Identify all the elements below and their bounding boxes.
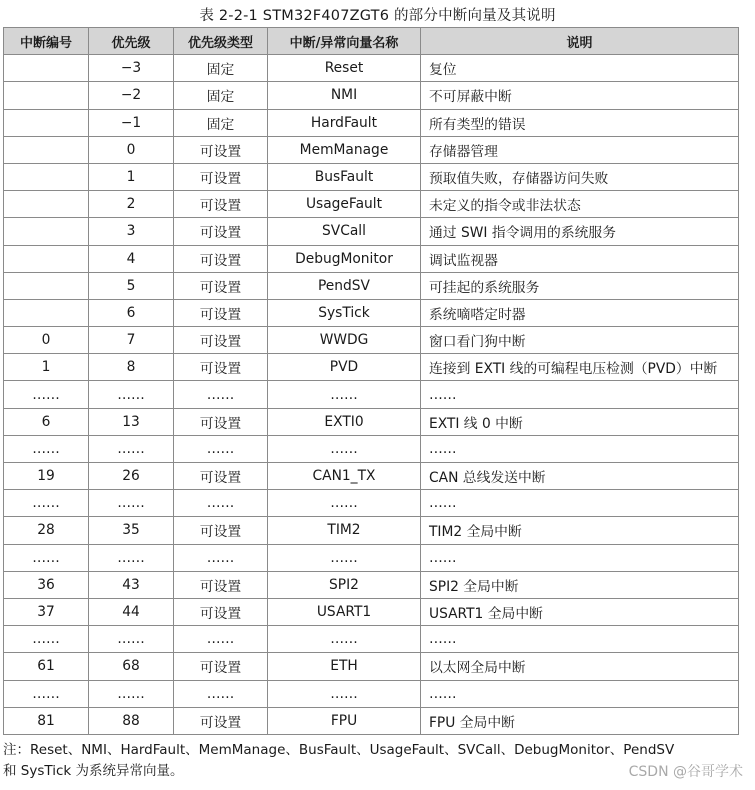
cell-description: …… bbox=[421, 381, 739, 408]
cell-priority: 44 bbox=[89, 598, 174, 625]
watermark: CSDN @谷哥学术 bbox=[628, 764, 743, 780]
cell-priority-type: 可设置 bbox=[174, 136, 268, 163]
cell-priority-type: …… bbox=[174, 680, 268, 707]
header-vector-name: 中断/异常向量名称 bbox=[268, 28, 421, 55]
cell-priority-type: 可设置 bbox=[174, 653, 268, 680]
table-row bbox=[4, 327, 739, 354]
cell-description: 复位 bbox=[421, 55, 739, 82]
table-row bbox=[4, 109, 739, 136]
cell-vector-name: …… bbox=[268, 381, 421, 408]
cell-vector-name: USART1 bbox=[268, 598, 421, 625]
cell-vector-name: Reset bbox=[268, 55, 421, 82]
header-description: 说明 bbox=[421, 28, 739, 55]
cell-description: …… bbox=[421, 544, 739, 571]
cell-vector-name: MemManage bbox=[268, 136, 421, 163]
table-row bbox=[4, 299, 739, 326]
cell-description: 以太网全局中断 bbox=[421, 653, 739, 680]
cell-priority-type: …… bbox=[174, 626, 268, 653]
cell-description: 所有类型的错误 bbox=[421, 109, 739, 136]
cell-priority-type: 固定 bbox=[174, 55, 268, 82]
cell-description: …… bbox=[421, 490, 739, 517]
cell-priority: 4 bbox=[89, 245, 174, 272]
cell-description: 连接到 EXTI 线的可编程电压检测（PVD）中断 bbox=[421, 354, 739, 381]
cell-irq-number bbox=[4, 272, 89, 299]
table-row bbox=[4, 680, 739, 707]
table-row bbox=[4, 408, 739, 435]
cell-vector-name: SPI2 bbox=[268, 571, 421, 598]
table-header-row bbox=[4, 28, 739, 55]
cell-vector-name: ETH bbox=[268, 653, 421, 680]
table-row bbox=[4, 517, 739, 544]
cell-vector-name: EXTI0 bbox=[268, 408, 421, 435]
cell-description: 可挂起的系统服务 bbox=[421, 272, 739, 299]
cell-irq-number: 19 bbox=[4, 463, 89, 490]
cell-irq-number: …… bbox=[4, 626, 89, 653]
cell-priority: 26 bbox=[89, 463, 174, 490]
footnote-line-1: 注：Reset、NMI、HardFault、MemManage、BusFault、UsageFault、SVCall、DebugMonitor、PendSV bbox=[3, 742, 675, 758]
cell-priority-type: 可设置 bbox=[174, 571, 268, 598]
cell-priority-type: 可设置 bbox=[174, 191, 268, 218]
cell-priority-type: 固定 bbox=[174, 109, 268, 136]
cell-priority: −3 bbox=[89, 55, 174, 82]
cell-vector-name: NMI bbox=[268, 82, 421, 109]
cell-vector-name: …… bbox=[268, 626, 421, 653]
cell-vector-name: PendSV bbox=[268, 272, 421, 299]
cell-vector-name: PVD bbox=[268, 354, 421, 381]
cell-vector-name: SVCall bbox=[268, 218, 421, 245]
table-row bbox=[4, 463, 739, 490]
cell-priority: 88 bbox=[89, 707, 174, 734]
cell-description: 不可屏蔽中断 bbox=[421, 82, 739, 109]
cell-vector-name: …… bbox=[268, 680, 421, 707]
table-row bbox=[4, 136, 739, 163]
cell-irq-number: …… bbox=[4, 381, 89, 408]
cell-irq-number bbox=[4, 299, 89, 326]
table-row bbox=[4, 191, 739, 218]
cell-description: 未定义的指令或非法状态 bbox=[421, 191, 739, 218]
table-row bbox=[4, 653, 739, 680]
cell-priority-type: 可设置 bbox=[174, 299, 268, 326]
cell-irq-number: 6 bbox=[4, 408, 89, 435]
cell-vector-name: CAN1_TX bbox=[268, 463, 421, 490]
table-row bbox=[4, 490, 739, 517]
table-row bbox=[4, 598, 739, 625]
cell-priority: …… bbox=[89, 544, 174, 571]
table-row bbox=[4, 707, 739, 734]
cell-vector-name: DebugMonitor bbox=[268, 245, 421, 272]
cell-priority-type: …… bbox=[174, 381, 268, 408]
table-row bbox=[4, 245, 739, 272]
cell-vector-name: TIM2 bbox=[268, 517, 421, 544]
table-row bbox=[4, 218, 739, 245]
cell-priority: 13 bbox=[89, 408, 174, 435]
cell-irq-number: 37 bbox=[4, 598, 89, 625]
cell-priority: 35 bbox=[89, 517, 174, 544]
cell-priority-type: 可设置 bbox=[174, 163, 268, 190]
cell-irq-number: …… bbox=[4, 680, 89, 707]
cell-priority: 1 bbox=[89, 163, 174, 190]
cell-irq-number bbox=[4, 109, 89, 136]
cell-description: …… bbox=[421, 626, 739, 653]
cell-irq-number: …… bbox=[4, 544, 89, 571]
cell-priority: 2 bbox=[89, 191, 174, 218]
cell-priority: 7 bbox=[89, 327, 174, 354]
table-row bbox=[4, 626, 739, 653]
cell-description: USART1 全局中断 bbox=[421, 598, 739, 625]
cell-description: EXTI 线 0 中断 bbox=[421, 408, 739, 435]
cell-vector-name: …… bbox=[268, 544, 421, 571]
cell-vector-name: SysTick bbox=[268, 299, 421, 326]
cell-description: FPU 全局中断 bbox=[421, 707, 739, 734]
cell-vector-name: UsageFault bbox=[268, 191, 421, 218]
cell-irq-number: 0 bbox=[4, 327, 89, 354]
cell-description: CAN 总线发送中断 bbox=[421, 463, 739, 490]
cell-vector-name: …… bbox=[268, 490, 421, 517]
cell-priority-type: 可设置 bbox=[174, 707, 268, 734]
cell-priority: 43 bbox=[89, 571, 174, 598]
cell-priority-type: …… bbox=[174, 435, 268, 462]
cell-description: TIM2 全局中断 bbox=[421, 517, 739, 544]
cell-irq-number: 61 bbox=[4, 653, 89, 680]
cell-priority-type: 可设置 bbox=[174, 408, 268, 435]
cell-priority-type: 可设置 bbox=[174, 354, 268, 381]
cell-vector-name: BusFault bbox=[268, 163, 421, 190]
cell-description: 通过 SWI 指令调用的系统服务 bbox=[421, 218, 739, 245]
cell-irq-number bbox=[4, 136, 89, 163]
cell-irq-number: 81 bbox=[4, 707, 89, 734]
cell-description: 调试监视器 bbox=[421, 245, 739, 272]
cell-irq-number bbox=[4, 163, 89, 190]
cell-vector-name: FPU bbox=[268, 707, 421, 734]
cell-description: 预取值失败，存储器访问失败 bbox=[421, 163, 739, 190]
table-row bbox=[4, 55, 739, 82]
table-row bbox=[4, 354, 739, 381]
cell-priority-type: …… bbox=[174, 490, 268, 517]
cell-priority: 5 bbox=[89, 272, 174, 299]
interrupt-vector-table bbox=[3, 27, 739, 735]
cell-vector-name: …… bbox=[268, 435, 421, 462]
cell-vector-name: WWDG bbox=[268, 327, 421, 354]
cell-description: 窗口看门狗中断 bbox=[421, 327, 739, 354]
cell-irq-number bbox=[4, 218, 89, 245]
cell-description: …… bbox=[421, 680, 739, 707]
cell-priority: −1 bbox=[89, 109, 174, 136]
cell-priority-type: 可设置 bbox=[174, 598, 268, 625]
cell-description: 存储器管理 bbox=[421, 136, 739, 163]
cell-priority: …… bbox=[89, 626, 174, 653]
cell-vector-name: HardFault bbox=[268, 109, 421, 136]
header-priority: 优先级 bbox=[89, 28, 174, 55]
cell-description: 系统嘀嗒定时器 bbox=[421, 299, 739, 326]
table-row bbox=[4, 163, 739, 190]
footnote-line-2: 和 SysTick 为系统异常向量。 bbox=[3, 763, 184, 779]
table-row bbox=[4, 82, 739, 109]
cell-priority-type: 固定 bbox=[174, 82, 268, 109]
cell-irq-number bbox=[4, 191, 89, 218]
cell-priority-type: 可设置 bbox=[174, 272, 268, 299]
cell-priority-type: …… bbox=[174, 544, 268, 571]
cell-priority: …… bbox=[89, 435, 174, 462]
cell-priority-type: 可设置 bbox=[174, 517, 268, 544]
table-row bbox=[4, 544, 739, 571]
cell-irq-number bbox=[4, 82, 89, 109]
cell-priority-type: 可设置 bbox=[174, 218, 268, 245]
cell-priority: 3 bbox=[89, 218, 174, 245]
cell-irq-number bbox=[4, 245, 89, 272]
cell-priority-type: 可设置 bbox=[174, 245, 268, 272]
table-caption: 表 2-2-1 STM32F407ZGT6 的部分中断向量及其说明 bbox=[199, 8, 556, 24]
cell-priority: …… bbox=[89, 490, 174, 517]
cell-irq-number: 36 bbox=[4, 571, 89, 598]
cell-priority: −2 bbox=[89, 82, 174, 109]
cell-irq-number: 1 bbox=[4, 354, 89, 381]
cell-description: SPI2 全局中断 bbox=[421, 571, 739, 598]
cell-priority: 68 bbox=[89, 653, 174, 680]
cell-irq-number: 28 bbox=[4, 517, 89, 544]
table-row bbox=[4, 571, 739, 598]
cell-priority-type: 可设置 bbox=[174, 327, 268, 354]
header-irq-number: 中断编号 bbox=[4, 28, 89, 55]
cell-irq-number: …… bbox=[4, 490, 89, 517]
cell-priority: 6 bbox=[89, 299, 174, 326]
cell-priority: …… bbox=[89, 381, 174, 408]
table-row bbox=[4, 435, 739, 462]
cell-description: …… bbox=[421, 435, 739, 462]
header-priority-type: 优先级类型 bbox=[174, 28, 268, 55]
cell-priority: 0 bbox=[89, 136, 174, 163]
cell-irq-number: …… bbox=[4, 435, 89, 462]
cell-irq-number bbox=[4, 55, 89, 82]
cell-priority: 8 bbox=[89, 354, 174, 381]
cell-priority-type: 可设置 bbox=[174, 463, 268, 490]
table-row bbox=[4, 272, 739, 299]
table-row bbox=[4, 381, 739, 408]
cell-priority: …… bbox=[89, 680, 174, 707]
